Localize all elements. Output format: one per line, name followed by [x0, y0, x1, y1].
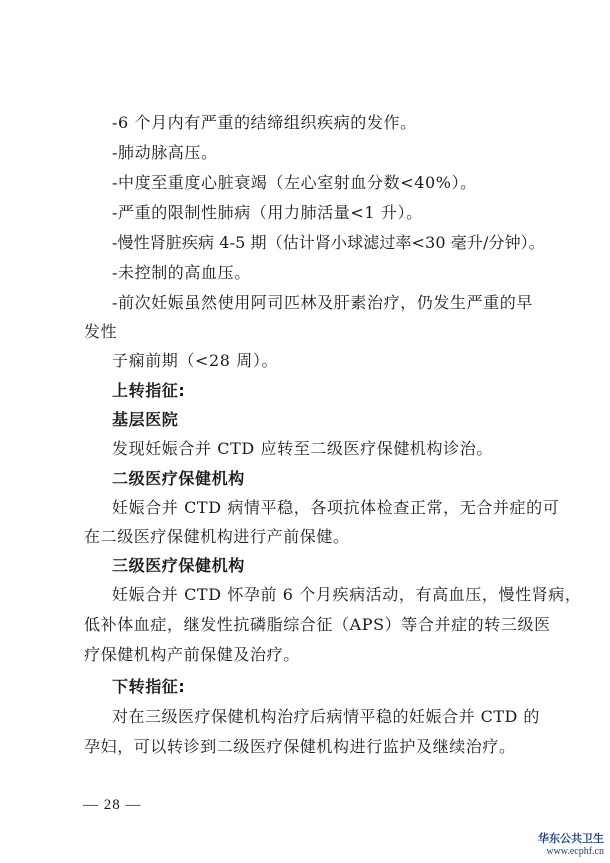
- subsection-heading: 基层医院: [112, 410, 179, 429]
- text-line: 发现妊娠合并 CTD 应转至二级医疗保健机构诊治。: [112, 439, 493, 458]
- text-line: 在二级医疗保健机构进行产前保健。: [84, 527, 350, 546]
- watermark-name: 华东公共卫生: [538, 833, 604, 845]
- text-line: 疗保健机构产前保健及治疗。: [84, 645, 300, 664]
- text-line: 低补体血症，继发性抗磷脂综合征（APS）等合并症的转三级医: [84, 615, 551, 634]
- page-number: — 28 —: [83, 797, 142, 813]
- text-line: 妊娠合并 CTD 病情平稳，各项抗体检查正常，无合并症的可: [112, 498, 560, 517]
- text-line: -慢性肾脏疾病 4-5 期（估计肾小球滤过率<30 毫升/分钟）。: [112, 233, 545, 252]
- subsection-heading: 二级医疗保健机构: [112, 469, 245, 488]
- text-line: 对在三级医疗保健机构治疗后病情平稳的妊娠合并 CTD 的: [112, 707, 540, 726]
- text-line: -前次妊娠虽然使用阿司匹林及肝素治疗，仍发生严重的早: [112, 293, 534, 312]
- text-line: -肺动脉高压。: [112, 143, 218, 162]
- text-line: 孕妇，可以转诊到二级医疗保健机构进行监护及继续治疗。: [84, 737, 516, 756]
- section-heading: 上转指征:: [112, 381, 186, 400]
- text-line: 妊娠合并 CTD 怀孕前 6 个月疾病活动，有高血压，慢性肾病，: [112, 585, 582, 604]
- watermark-url: www.ecphf.cn: [546, 846, 604, 857]
- text-line: -严重的限制性肺病（用力肺活量<1 升）。: [112, 203, 423, 222]
- section-heading: 下转指征:: [112, 677, 186, 696]
- subsection-heading: 三级医疗保健机构: [112, 556, 245, 575]
- text-line: 子痫前期（<28 周）。: [112, 351, 279, 370]
- text-line: 发性: [84, 322, 118, 341]
- text-line: -6 个月内有严重的结缔组织疾病的发作。: [112, 113, 417, 132]
- text-line: -中度至重度心脏衰竭（左心室射血分数<40%）。: [112, 173, 477, 192]
- text-line: -未控制的高血压。: [112, 263, 251, 282]
